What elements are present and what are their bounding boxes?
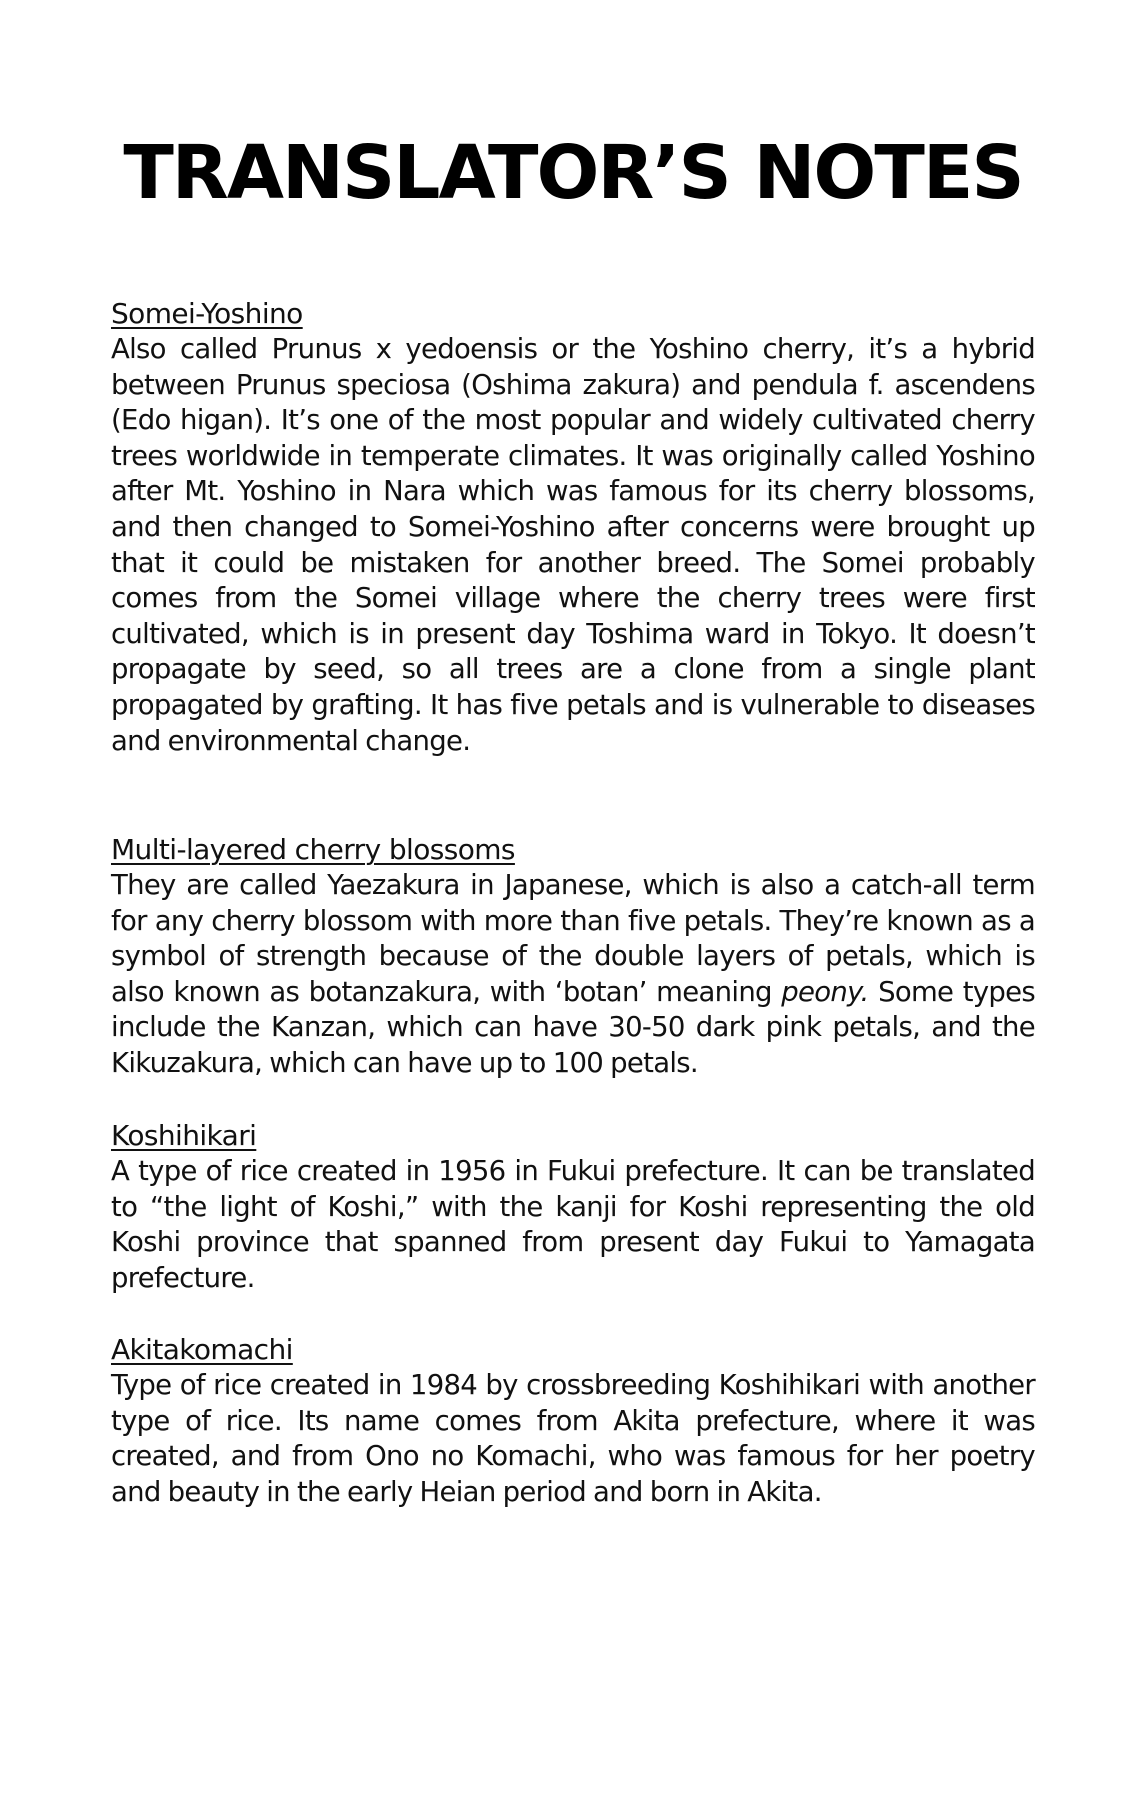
note-somei-yoshino	[111, 296, 1035, 759]
note-body-text: They are called Yaezakura in Japanese, which is also a catch-all term for any cherry blossom with more than five petals. They’re known as a symbol of strength because of the double layers of petals, which is also known as botanzakura, with ‘botan’ meaning	[111, 869, 1035, 1008]
note-body: A type of rice created in 1956 in Fukui prefecture. It can be translated to “the light of Koshi,” with the kanji for Koshi representing the old Koshi province that spanned from present day Fukui to Yamagata prefecture.	[111, 1155, 1035, 1294]
note-koshihikari	[111, 1118, 1035, 1296]
note-body: Type of rice created in 1984 by crossbreeding Koshihikari with another type of rice. Its name comes from Akita prefecture, where it was created, and from Ono no Komachi, who was famous for her poetry and beauty in the early Heian period and born in Akita.	[111, 1369, 1035, 1508]
note-body-text: Some types include the Kanzan, which can have 30-50 dark pink petals, and the Kikuzakura, which can have up to 100 petals.	[111, 975, 1035, 1079]
note-body	[111, 868, 1035, 1082]
page-title: TRANSLATOR’S NOTES	[123, 130, 1023, 216]
note-heading: Koshihikari	[111, 1119, 257, 1152]
note-akitakomachi	[111, 1332, 1035, 1510]
note-multi-layered-cherry-blossoms	[111, 832, 1035, 1082]
note-heading: Multi-layered cherry blossoms	[111, 833, 515, 866]
note-heading: Akitakomachi	[111, 1333, 293, 1366]
note-body: Also called Prunus x yedoensis or the Yoshino cherry, it’s a hybrid between Prunus speciosa (Oshima zakura) and pendula f. ascendens (Edo higan). It’s one of the most popular and widely cultivated cherry trees worldwide in temperate climates. It was originally called Yoshino after Mt. Yoshino in Nara which was famous for its cherry blossoms, and then changed to Somei-Yoshino after concerns were brought up that it could be mistaken for another breed. The Somei probably comes from the Somei village where the cherry trees were first cultivated, which is in present day Toshima ward in Tokyo. It doesn’t propagate by seed, so all trees are a clone from a single plant propagated by grafting. It has five petals and is vulnerable to diseases and environmental change.	[111, 333, 1035, 757]
note-body-italic: peony.	[781, 975, 869, 1008]
note-heading: Somei-Yoshino	[111, 297, 303, 330]
